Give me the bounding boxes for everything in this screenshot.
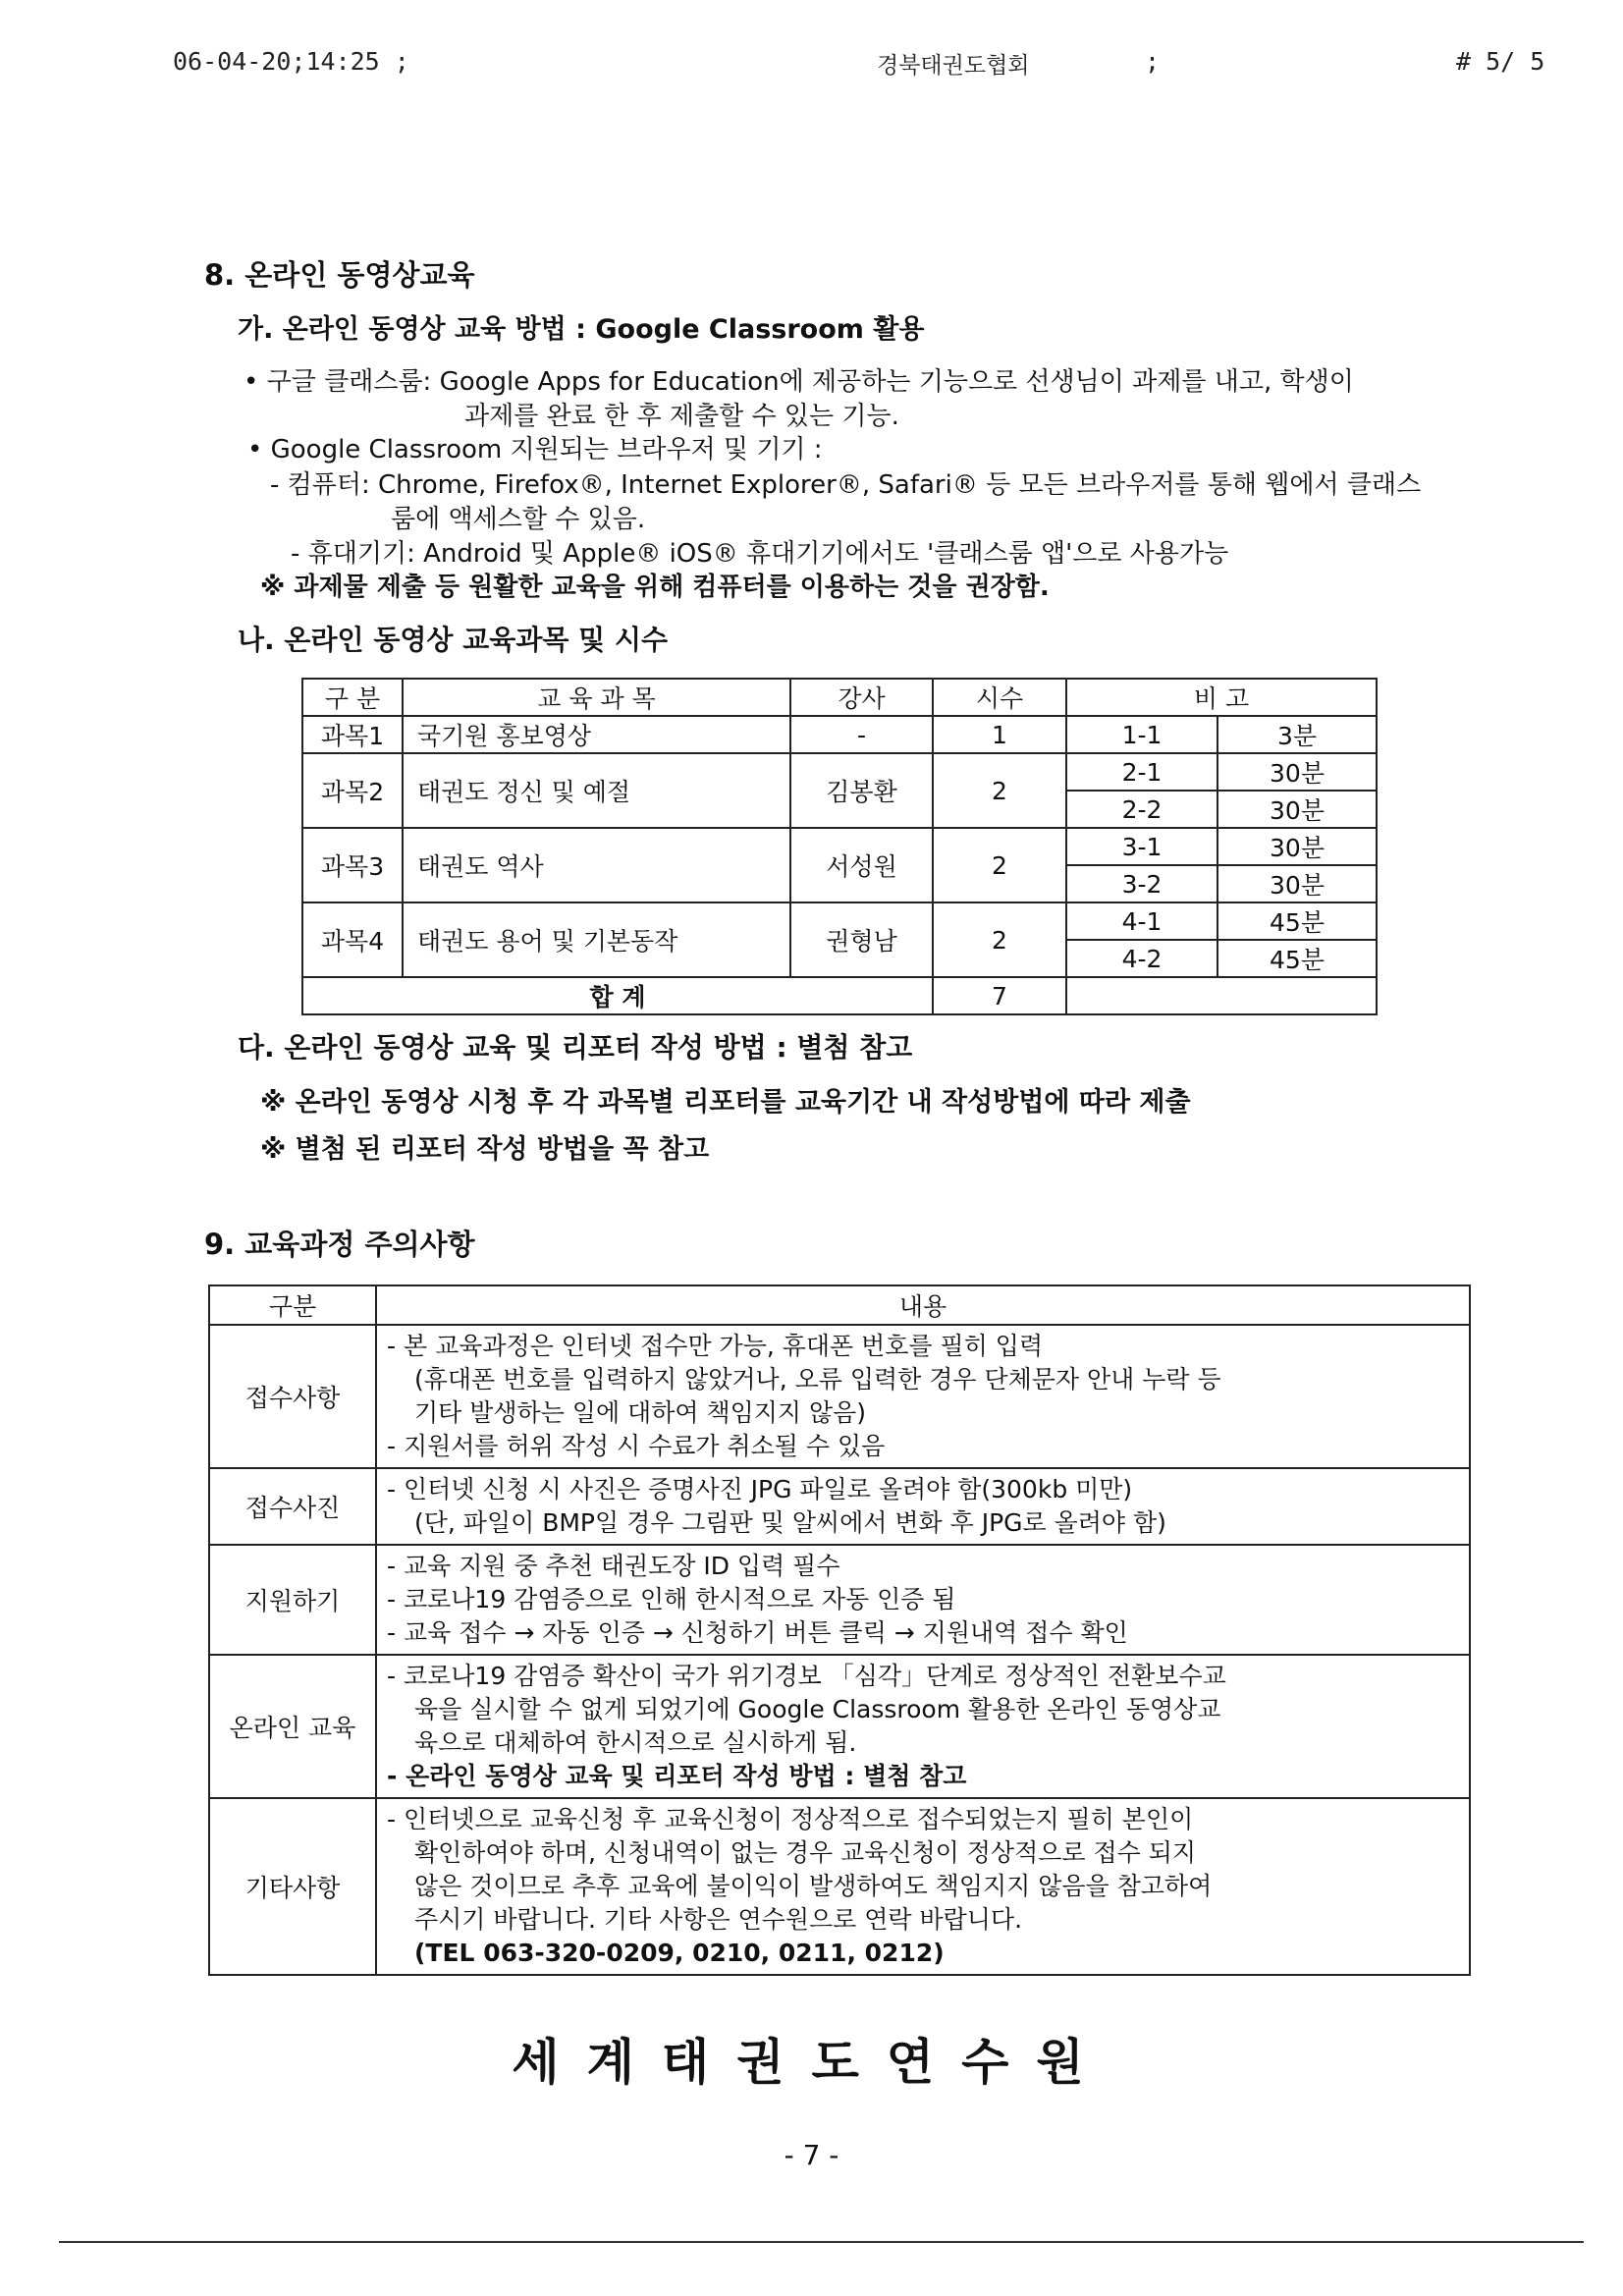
session-code: 4-2	[1066, 940, 1217, 977]
content-line: (휴대폰 번호를 입력하지 않았거나, 오류 입력한 경우 단체문자 안내 누락 등	[414, 1365, 1221, 1394]
notice-table-header	[209, 1285, 1470, 1325]
session-duration: 3분	[1217, 716, 1377, 753]
session-duration: 45분	[1217, 940, 1377, 977]
row-instructor: -	[790, 716, 933, 753]
row-subject: 태권도 용어 및 기본동작	[403, 902, 790, 977]
row-subject: 국기원 홍보영상	[403, 716, 790, 753]
header-instructor: 강사	[790, 679, 933, 716]
total-hours: 7	[933, 977, 1066, 1014]
bullet-supported-browsers: • Google Classroom 지원되는 브라우저 및 기기 :	[247, 435, 823, 465]
table-row	[302, 902, 1377, 940]
row-hours: 2	[933, 902, 1066, 977]
row-subject: 태권도 역사	[403, 828, 790, 902]
content-line: - 지원서를 허위 작성 시 수료가 취소될 수 있음	[387, 1432, 886, 1460]
row-label: 접수사진	[209, 1468, 376, 1545]
fax-page-count: # 5/ 5	[1456, 47, 1545, 76]
session-code: 3-2	[1066, 865, 1217, 902]
header-hours: 시수	[933, 679, 1066, 716]
session-duration: 30분	[1217, 828, 1377, 865]
content-line: - 인터넷 신청 시 사진은 증명사진 JPG 파일로 올려야 함(300kb 미만)	[387, 1475, 1133, 1503]
row-content	[376, 1545, 1470, 1655]
total-label: 합 계	[302, 977, 933, 1014]
section8-a-title: 가. 온라인 동영상 교육 방법 : Google Classroom 활용	[238, 314, 925, 345]
total-note-empty	[1066, 977, 1377, 1014]
row-label: 접수사항	[209, 1325, 376, 1468]
content-line: 육을 실시할 수 없게 되었기에 Google Classroom 활용한 온라인 동영상교	[414, 1695, 1221, 1723]
content-line: - 코로나19 감염증 확산이 국가 위기경보 「심각」단계로 정상적인 전환보수교	[387, 1662, 1226, 1690]
row-label: 지원하기	[209, 1545, 376, 1655]
content-line: - 온라인 동영상 교육 및 리포터 작성 방법 : 별첨 참고	[387, 1762, 967, 1790]
section8-c-title: 다. 온라인 동영상 교육 및 리포터 작성 방법 : 별첨 참고	[238, 1031, 913, 1064]
table-row	[209, 1325, 1470, 1468]
table-row	[302, 716, 1377, 753]
row-category: 과목3	[302, 828, 403, 902]
row-hours: 2	[933, 828, 1066, 902]
session-code: 3-1	[1066, 828, 1217, 865]
row-content	[376, 1325, 1470, 1468]
computer-line2: 룸에 액세스할 수 있음.	[391, 505, 646, 534]
row-instructor: 서성원	[790, 828, 933, 902]
fax-sender: 경북태권도협회	[877, 53, 1030, 79]
fax-timestamp: 06-04-20;14:25 ;	[173, 47, 409, 76]
row-hours: 2	[933, 753, 1066, 828]
bullet-classroom-line1: • 구글 클래스룸: Google Apps for Education에 제공하는 기능으로 선생님이 과제를 내고, 학생이	[243, 367, 1354, 397]
header-content: 내용	[376, 1285, 1470, 1325]
notice-table	[208, 1285, 1471, 1976]
row-subject: 태권도 정신 및 예절	[403, 753, 790, 828]
row-content	[376, 1655, 1470, 1798]
session-duration: 45분	[1217, 902, 1377, 940]
report-note-1: ※ 온라인 동영상 시청 후 각 과목별 리포터를 교육기간 내 작성방법에 따라 제출	[260, 1087, 1191, 1118]
content-line: 확인하여야 하며, 신청내역이 없는 경우 교육신청이 정상적으로 접수 되지	[414, 1838, 1197, 1867]
row-label: 온라인 교육	[209, 1655, 376, 1798]
report-note-2: ※ 별첨 된 리포터 작성 방법을 꼭 참고	[260, 1134, 710, 1165]
computer-line1: - 컴퓨터: Chrome, Firefox®, Internet Explorer®, Safari® 등 모든 브라우저를 통해 웹에서 클래스	[270, 470, 1422, 500]
content-line: - 교육 지원 중 추천 태권도장 ID 입력 필수	[387, 1552, 840, 1580]
page-number: - 7 -	[784, 2139, 839, 2171]
content-line: - 코로나19 감염증으로 인해 한시적으로 자동 인증 됨	[387, 1585, 956, 1613]
subject-table-header	[302, 679, 1377, 716]
table-row	[302, 828, 1377, 865]
row-hours: 1	[933, 716, 1066, 753]
total-row	[302, 977, 1377, 1014]
row-category: 과목4	[302, 902, 403, 977]
session-code: 1-1	[1066, 716, 1217, 753]
session-code: 2-2	[1066, 791, 1217, 828]
content-line: (단, 파일이 BMP일 경우 그림판 및 알씨에서 변화 후 JPG로 올려야 함)	[414, 1508, 1166, 1537]
fax-separator: ;	[1145, 47, 1161, 76]
session-duration: 30분	[1217, 791, 1377, 828]
subject-table	[301, 678, 1378, 1015]
section8-b-title: 나. 온라인 동영상 교육과목 및 시수	[238, 624, 669, 656]
table-row	[209, 1545, 1470, 1655]
organization-name: 세계태권도연수원	[512, 2034, 1111, 2091]
section8-title: 8. 온라인 동영상교육	[204, 258, 475, 292]
header-category: 구 분	[302, 679, 403, 716]
row-instructor: 김봉환	[790, 753, 933, 828]
header-subject: 교 육 과 목	[403, 679, 790, 716]
section9-title: 9. 교육과정 주의사항	[204, 1228, 475, 1261]
content-line: 주시기 바랍니다. 기타 사항은 연수원으로 연락 바랍니다.	[414, 1905, 1023, 1934]
content-line: 육으로 대체하여 한시적으로 실시하게 됨.	[414, 1728, 857, 1757]
mobile-line: - 휴대기기: Android 및 Apple® iOS® 휴대기기에서도 '클래스룸 앱'으로 사용가능	[291, 539, 1229, 569]
table-row	[209, 1655, 1470, 1798]
table-row	[302, 753, 1377, 791]
header-note: 비 고	[1066, 679, 1377, 716]
content-line: - 인터넷으로 교육신청 후 교육신청이 정상적으로 접수되었는지 필히 본인이	[387, 1805, 1194, 1833]
content-line: - 본 교육과정은 인터넷 접수만 가능, 휴대폰 번호를 필히 입력	[387, 1332, 1044, 1360]
row-category: 과목2	[302, 753, 403, 828]
table-row	[209, 1798, 1470, 1975]
header-category: 구분	[209, 1285, 376, 1325]
row-label: 기타사항	[209, 1798, 376, 1975]
content-line: 않은 것이므로 추후 교육에 불이익이 발생하여도 책임지지 않음을 참고하여	[414, 1872, 1213, 1900]
bullet-classroom-line2: 과제를 완료 한 후 제출할 수 있는 기능.	[464, 402, 899, 431]
session-duration: 30분	[1217, 865, 1377, 902]
session-duration: 30분	[1217, 753, 1377, 791]
row-instructor: 권형남	[790, 902, 933, 977]
bottom-rule	[59, 2241, 1584, 2243]
fax-header	[0, 47, 1623, 86]
row-content	[376, 1798, 1470, 1975]
session-code: 2-1	[1066, 753, 1217, 791]
content-line: (TEL 063-320-0209, 0210, 0211, 0212)	[414, 1939, 945, 1967]
row-category: 과목1	[302, 716, 403, 753]
row-content	[376, 1468, 1470, 1545]
content-line: - 교육 접수 → 자동 인증 → 신청하기 버튼 클릭 → 지원내역 접수 확인	[387, 1618, 1128, 1647]
computer-recommend-note: ※ 과제물 제출 등 원활한 교육을 위해 컴퓨터를 이용하는 것을 권장함.	[260, 573, 1050, 602]
session-code: 4-1	[1066, 902, 1217, 940]
table-row	[209, 1468, 1470, 1545]
content-line: 기타 발생하는 일에 대하여 책임지지 않음)	[414, 1398, 867, 1427]
